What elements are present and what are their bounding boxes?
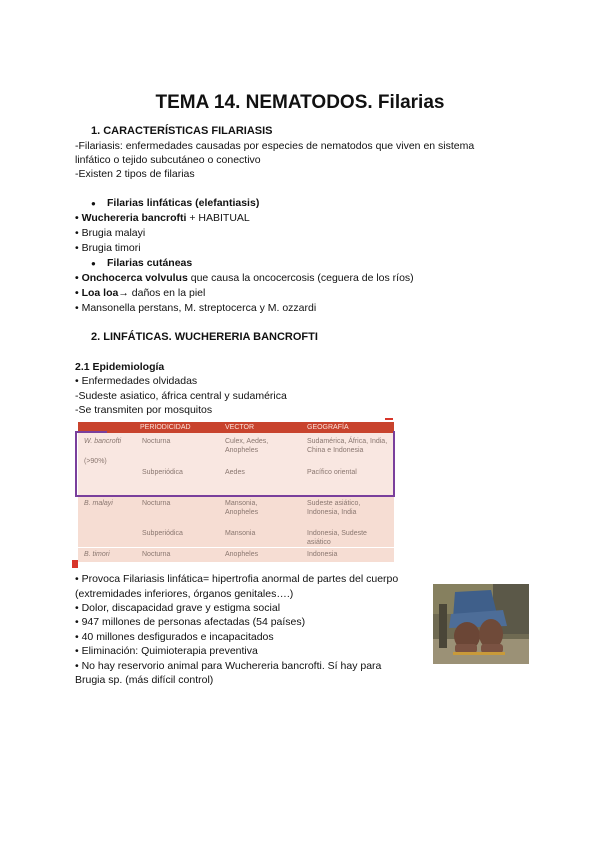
table-cell: Aedes [225,469,245,476]
section-1-line-1: -Filariasis: enfermedades causadas por especies de nematodos que viven en sistema [75,140,475,152]
filaria-table [78,418,394,562]
table-cell: Culex, Aedes, [225,438,269,445]
table-cell: Mansonia [225,530,256,537]
linfaticas-item-3: • Brugia timori [75,242,141,254]
cutaneas-bullet: ● [91,259,96,268]
epidemiologia-heading: 2.1 Epidemiología [75,361,165,373]
table-cell: Mansonia, [225,500,258,507]
table-cell: Nocturna [142,551,171,558]
page-title: TEMA 14. NEMATODOS. Filarias [155,92,445,113]
table-cell: Indonesia [307,551,338,558]
highlight-box [75,431,395,497]
cutaneas-item-3: • Mansonella perstans, M. streptocerca y M. ozzardi [75,302,317,314]
table-cell: asiático [307,539,331,546]
section-1-line-2: linfático o tejido subcutáneo o conectivo [75,154,261,166]
header-geografia: GEOGRAFÍA [307,424,349,431]
table-cell: B. timori [84,551,110,558]
cutaneas-item-1: • Onchocerca volvulus que causa la oncocercosis (ceguera de los ríos) [75,272,414,284]
consequence-line-8: Brugia sp. (más difícil control) [75,674,214,686]
cutaneas-item-2: • Loa loa→ daños en la piel [75,287,206,299]
table-cell: Sudamérica, África, India, [307,438,388,445]
epidemiologia-line-3: -Se transmiten por mosquitos [75,404,213,416]
linfaticas-item-1: • Wuchereria bancrofti + HABITUAL [75,212,250,224]
linfaticas-bullet: ● [91,199,96,208]
table-cell: Pacífico oriental [307,469,357,476]
header-periodicidad: PERIODICIDAD [140,424,191,431]
cutaneas-heading: Filarias cutáneas [107,257,193,269]
epidemiologia-line-1: • Enfermedades olvidadas [75,375,198,387]
linfaticas-item-2: • Brugia malayi [75,227,146,239]
red-mark [72,560,78,568]
table-cell: B. malayi [84,500,113,507]
header-vector: VECTOR [225,424,255,431]
elephantiasis-photo-graphic [433,584,529,664]
table-cell: Anopheles [225,509,259,516]
table-cell: Anopheles [225,447,259,454]
consequence-line-2: (extremidades inferiores, órganos genitales….) [75,588,294,600]
table-cell: China e Indonesia [307,447,364,454]
consequence-line-3: • Dolor, discapacidad grave y estigma social [75,602,281,614]
table-cell: Anopheles [225,551,259,558]
table-cell: Nocturna [142,438,171,445]
epidemiologia-line-2: -Sudeste asiatico, áfrica central y sudamérica [75,390,287,402]
table-cell: Nocturna [142,500,171,507]
table-cell: (>90%) [84,458,107,465]
elephantiasis-photo [433,584,529,664]
section-1-line-3: -Existen 2 tipos de filarias [75,168,195,180]
table-cell: Subperiódica [142,469,183,476]
consequence-line-5: • 40 millones desfigurados e incapacitados [75,631,274,643]
consequence-line-7: • No hay reservorio animal para Wuchereria bancrofti. Sí hay para [75,660,382,672]
linfaticas-heading: Filarias linfáticas (elefantiasis) [107,197,260,209]
table-cell: Indonesia, India [307,509,357,516]
section-2-heading: 2. LINFÁTICAS. WUCHERERIA BANCROFTI [91,331,318,343]
red-mark [385,418,393,420]
section-1-heading: 1. CARACTERÍSTICAS FILARIASIS [91,125,273,137]
table-cell: Subperiódica [142,530,183,537]
table-cell: Indonesia, Sudeste [307,530,367,537]
consequence-line-4: • 947 millones de personas afectadas (54 países) [75,616,306,628]
consequence-line-6: • Eliminación: Quimioterapia preventiva [75,645,258,657]
table-cell: W. bancrofti [84,438,122,445]
consequence-line-1: • Provoca Filariasis linfática= hipertrofia anormal de partes del cuerpo [75,573,399,585]
table-cell: Sudeste asiático, [307,500,361,507]
